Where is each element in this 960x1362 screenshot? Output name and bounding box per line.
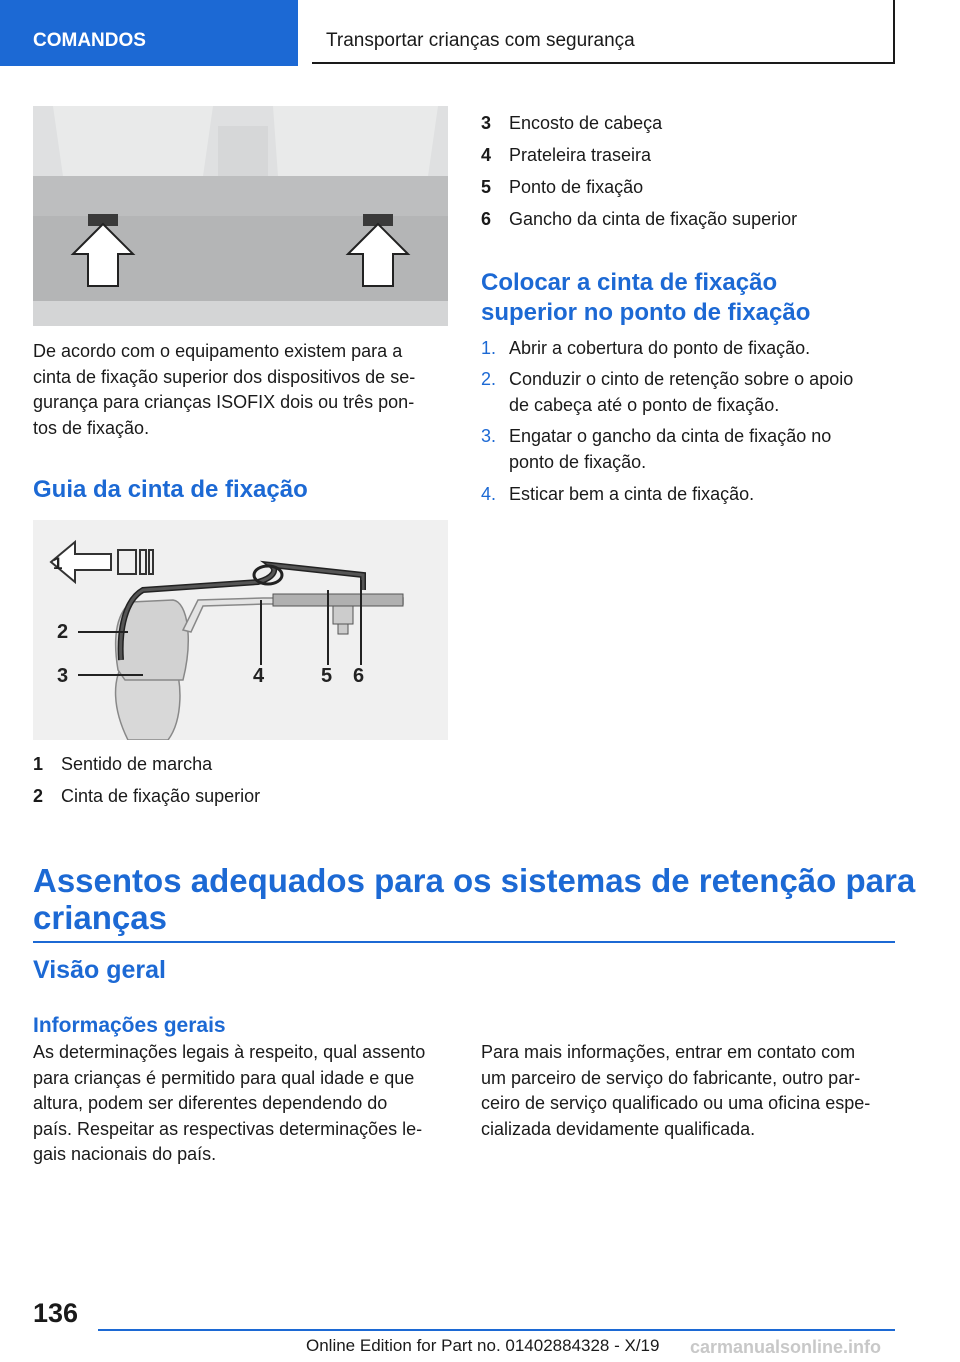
diagram-label-5: 5 — [321, 665, 333, 687]
section-tab — [0, 0, 298, 66]
section-title — [33, 862, 915, 936]
diagram-label-4: 4 — [253, 665, 265, 687]
legend-number: 3 — [481, 113, 492, 133]
step-number: 3. — [481, 426, 497, 446]
legend-number: 6 — [481, 209, 492, 229]
anchor-points-paragraph — [33, 339, 453, 441]
diagram-label-3: 3 — [57, 665, 69, 687]
text-line: cinta de fixação superior dos dispositivos de se- — [33, 366, 416, 387]
edition-text: Online Edition for Part no. 01402884328 - X/19 — [306, 1336, 660, 1355]
step-number: 2. — [481, 369, 497, 389]
legend-text: Ponto de fixação — [509, 177, 644, 197]
text-line: gurança para crianças ISOFIX dois ou três pon- — [33, 392, 415, 412]
section-label: COMANDOS — [33, 30, 146, 51]
diagram-label-2: 2 — [57, 621, 69, 643]
text-line: para crianças é permitido para qual idade e que — [33, 1067, 415, 1088]
heading-line: Colocar a cinta de fixação — [481, 269, 778, 296]
footer-rule — [98, 1329, 895, 1331]
text-line: Para mais informações, entrar em contato com — [481, 1042, 856, 1062]
chapter-tab — [312, 0, 895, 64]
step-text: de cabeça até o ponto de fixação. — [509, 394, 780, 415]
legend-number: 1 — [33, 754, 44, 774]
text-line: país. Respeitar as respectivas determinações le- — [33, 1118, 423, 1139]
attach-strap-heading — [481, 268, 810, 328]
step-text: ponto de fixação. — [509, 451, 647, 472]
text-line: ceiro de serviço qualificado ou uma oficina espe- — [481, 1093, 871, 1113]
heading-line: superior no ponto de fixação — [481, 299, 811, 326]
legend-number: 2 — [33, 786, 44, 806]
step-number: 1. — [481, 338, 497, 358]
overview-heading: Visão geral — [33, 956, 166, 984]
watermark: carmanualsonline.info — [690, 1337, 882, 1357]
legal-paragraph — [33, 1040, 453, 1168]
rear-shelf-photo — [33, 106, 448, 326]
text-line: altura, podem ser diferentes dependendo do — [33, 1093, 388, 1113]
step-text: Esticar bem a cinta de fixação. — [509, 484, 755, 504]
section-divider — [33, 941, 895, 943]
strap-guide-diagram — [33, 520, 448, 740]
text-line: gais nacionais do país. — [33, 1144, 217, 1164]
guide-heading: Guia da cinta de fixação — [33, 476, 308, 503]
text-line: um parceiro de serviço do fabricante, outro par- — [481, 1067, 861, 1088]
step-number: 4. — [481, 484, 497, 504]
page-number: 136 — [33, 1298, 79, 1328]
legend-number: 5 — [481, 177, 492, 197]
legend-number: 4 — [481, 145, 492, 165]
text-line: De acordo com o equipamento existem para a — [33, 341, 403, 361]
legend-text: Encosto de cabeça — [509, 113, 663, 133]
step-text: Engatar o gancho da cinta de fixação no — [509, 426, 832, 446]
text-line: tos de fixação. — [33, 417, 150, 438]
legend-text: Cinta de fixação superior — [61, 786, 261, 806]
step-text: Abrir a cobertura do ponto de fixação. — [509, 338, 811, 358]
diagram-label-1: 1 — [53, 554, 63, 573]
step-text: Conduzir o cinto de retenção sobre o apoio — [509, 369, 854, 389]
text-line: As determinações legais à respeito, qual assento — [33, 1042, 426, 1062]
title-line: crianças — [33, 899, 167, 936]
legend-text: Sentido de marcha — [61, 754, 213, 774]
chapter-title: Transportar crianças com segurança — [326, 30, 635, 51]
text-line: cializada devidamente qualificada. — [481, 1118, 756, 1139]
general-info-heading: Informações gerais — [33, 1014, 226, 1037]
legend-text: Prateleira traseira — [509, 145, 652, 165]
contact-paragraph — [481, 1040, 901, 1142]
legend-text: Gancho da cinta de fixação superior — [509, 209, 798, 229]
title-line: Assentos adequados para os sistemas de retenção para — [33, 862, 916, 899]
diagram-label-6: 6 — [353, 665, 365, 687]
